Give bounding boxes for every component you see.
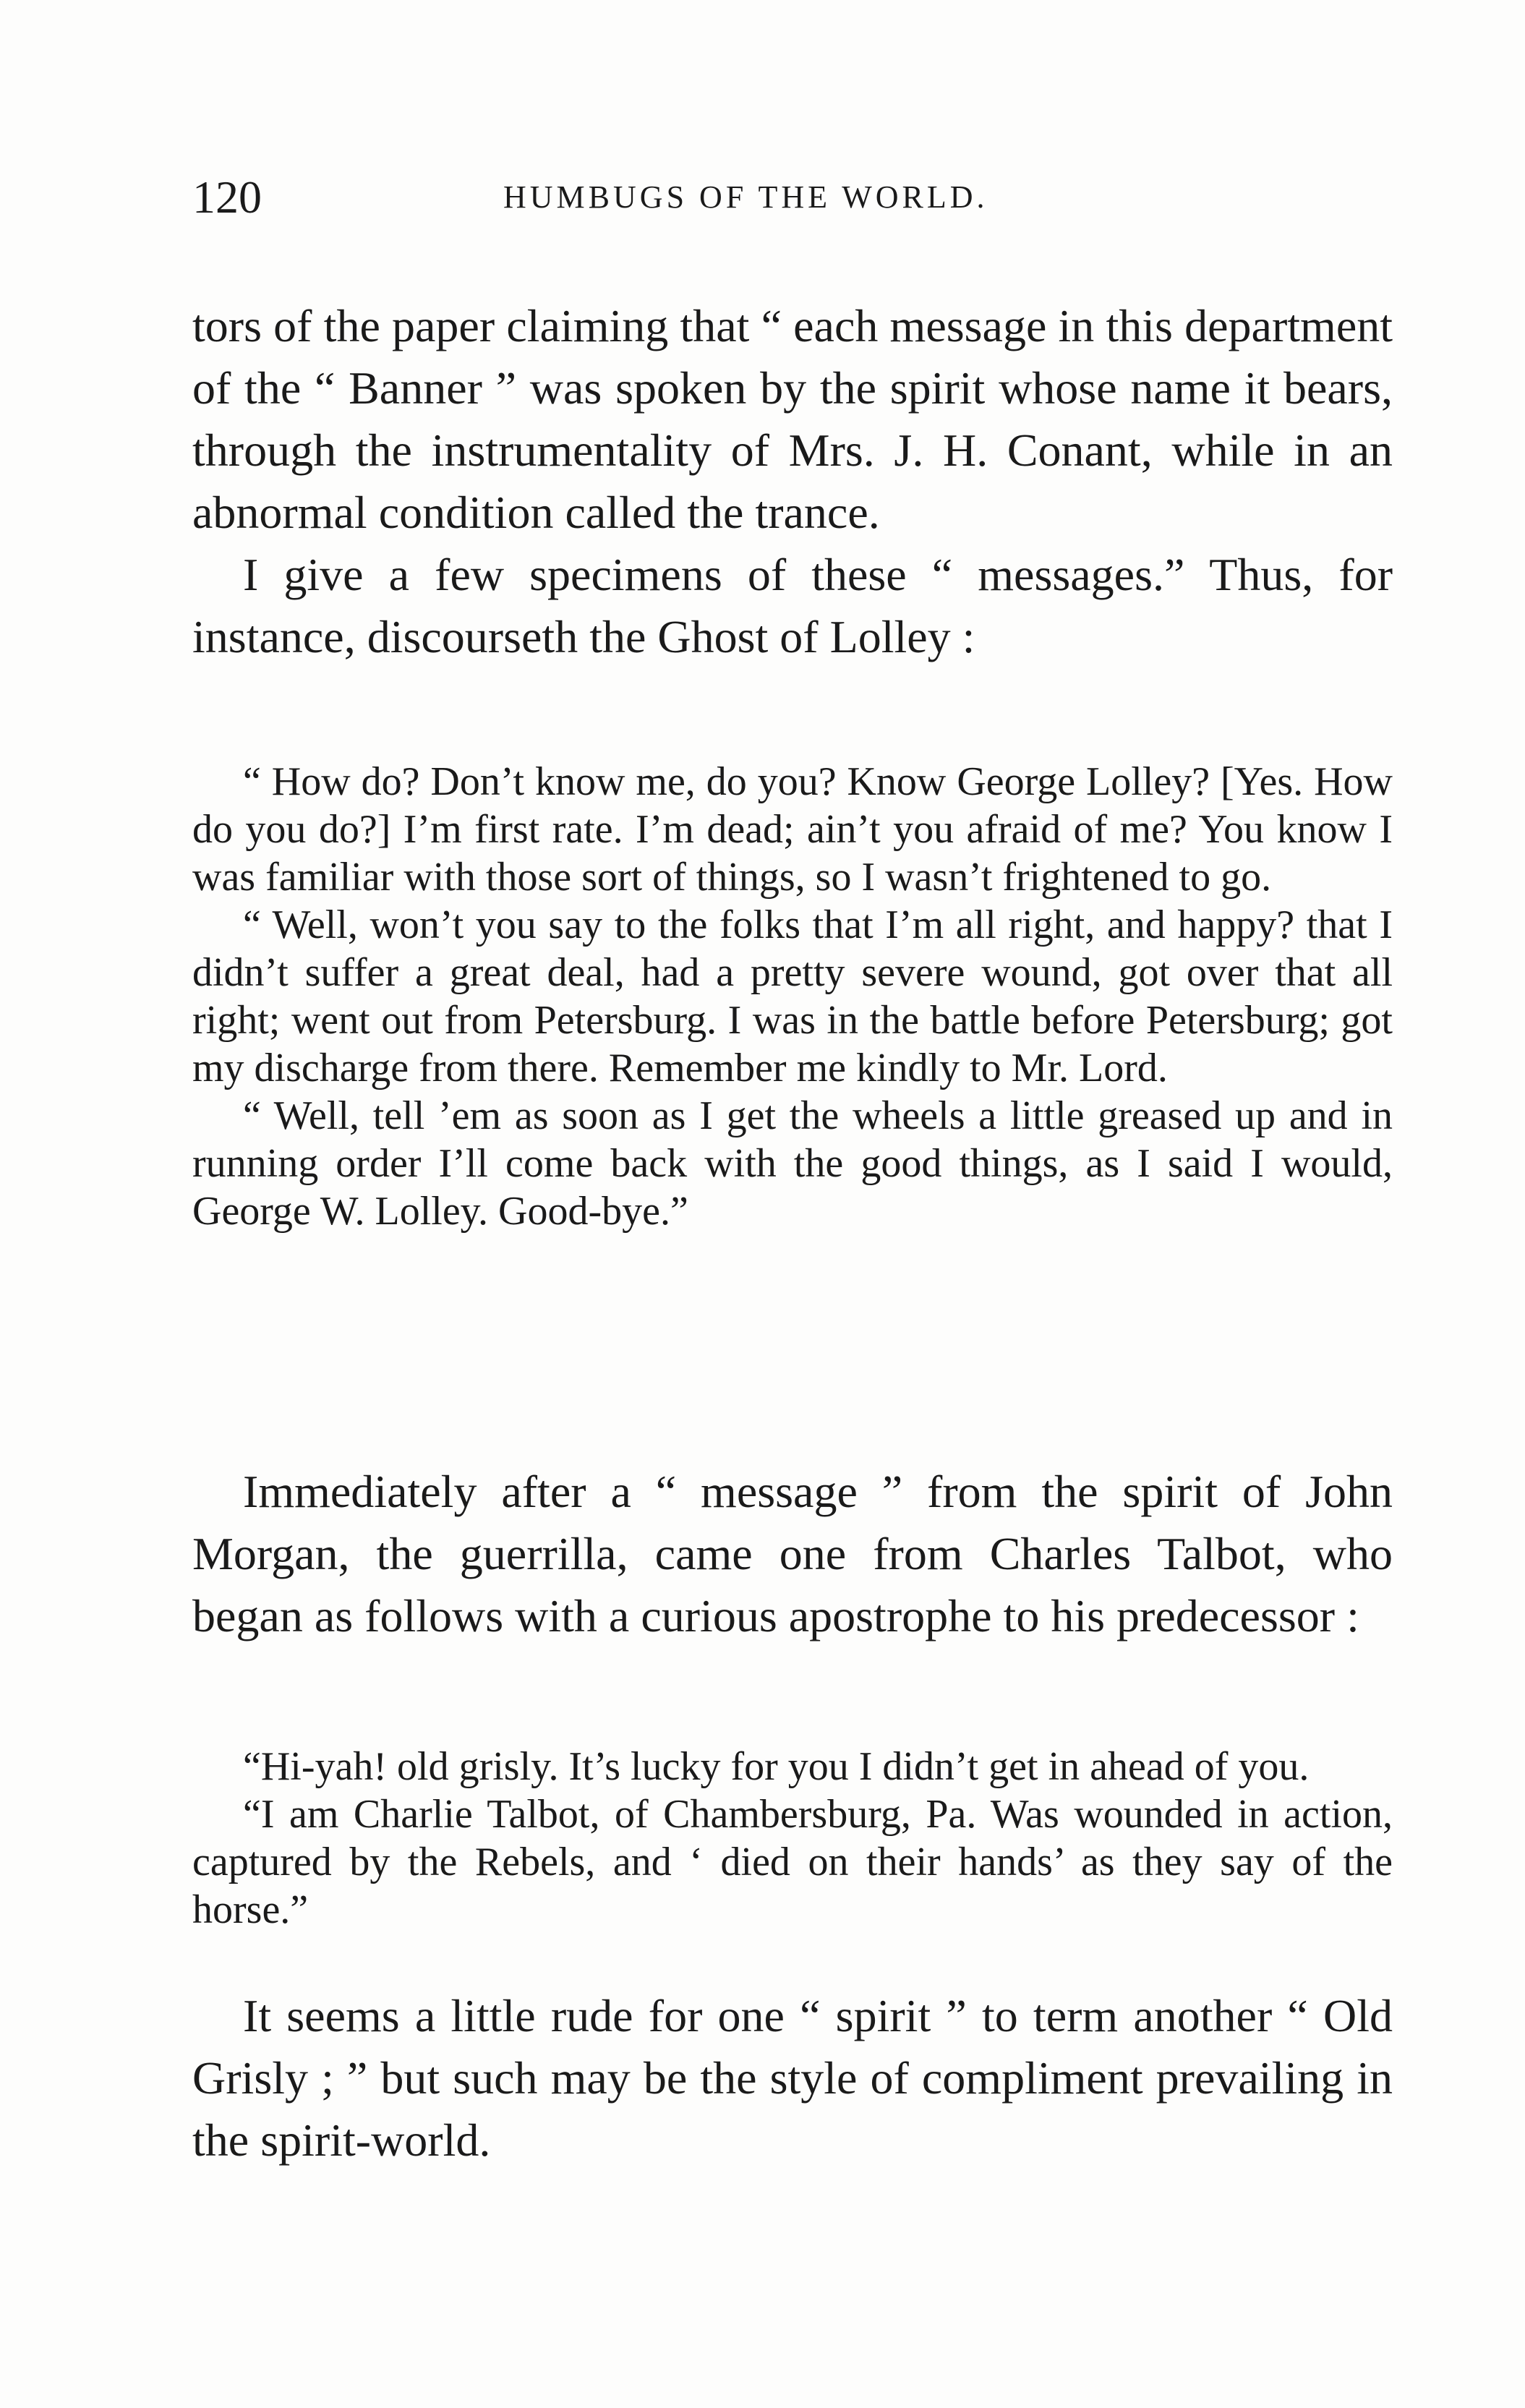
text-block-3: [192, 1985, 1393, 2172]
quote-paragraph: “ Well, won’t you say to the folks that I’m all right, and happy? that I didn’t suffer a great deal, had a pretty severe wound, got over that all right; went out from Petersburg. I was in the battle before Petersburg; got my discharge from there. Remember me kindly to Mr. Lord.: [192, 902, 1393, 1090]
paragraph-specimens-intro: I give a few specimens of these “ messages.” Thus, for instance, discourseth the Ghost of Lolley :: [192, 549, 1393, 662]
quote-block-talbot: [192, 1743, 1393, 1934]
page-number: 120: [192, 171, 262, 223]
text-block-1: [192, 295, 1393, 668]
quote-block-lolley: [192, 758, 1393, 1235]
paragraph-talbot-intro: Immediately after a “ message ” from the spirit of John Morgan, the guerrilla, came one from Charles Talbot, who began as follows with a curious apostrophe to his predecessor :: [192, 1466, 1393, 1641]
paragraph-continuation: tors of the paper claiming that “ each message in this department of the “ Banner ” was spoken by the spirit whose name it bears, through the instrumentality of Mrs. J. H. Conant, while in an abnormal condition called the trance.: [192, 300, 1393, 538]
text-block-2: [192, 1461, 1393, 1647]
paragraph-closing: It seems a little rude for one “ spirit ” to term another “ Old Grisly ; ” but such may be the style of compliment prevailing in the spirit-world.: [192, 1990, 1393, 2166]
quote-paragraph: “ How do? Don’t know me, do you? Know George Lolley? [Yes. How do you do?] I’m first rate. I’m dead; ain’t you afraid of me? You know I was familiar with those sort of things, so I wasn’t frightened to go.: [192, 759, 1393, 900]
running-head: HUMBUGS OF THE WORLD.: [503, 179, 988, 215]
quote-paragraph: “Hi-yah! old grisly. It’s lucky for you I didn’t get in ahead of you.: [243, 1744, 1310, 1789]
quote-paragraph: “ Well, tell ’em as soon as I get the wheels a little greased up and in running order I’ll come back with the good things, as I said I would, George W. Lolley. Good-bye.”: [192, 1093, 1393, 1234]
page-header: [192, 165, 1393, 230]
quote-paragraph: “I am Charlie Talbot, of Chambersburg, Pa. Was wounded in action, captured by the Rebels, and ‘ died on their hands’ as they say of the horse.”: [192, 1792, 1393, 1932]
